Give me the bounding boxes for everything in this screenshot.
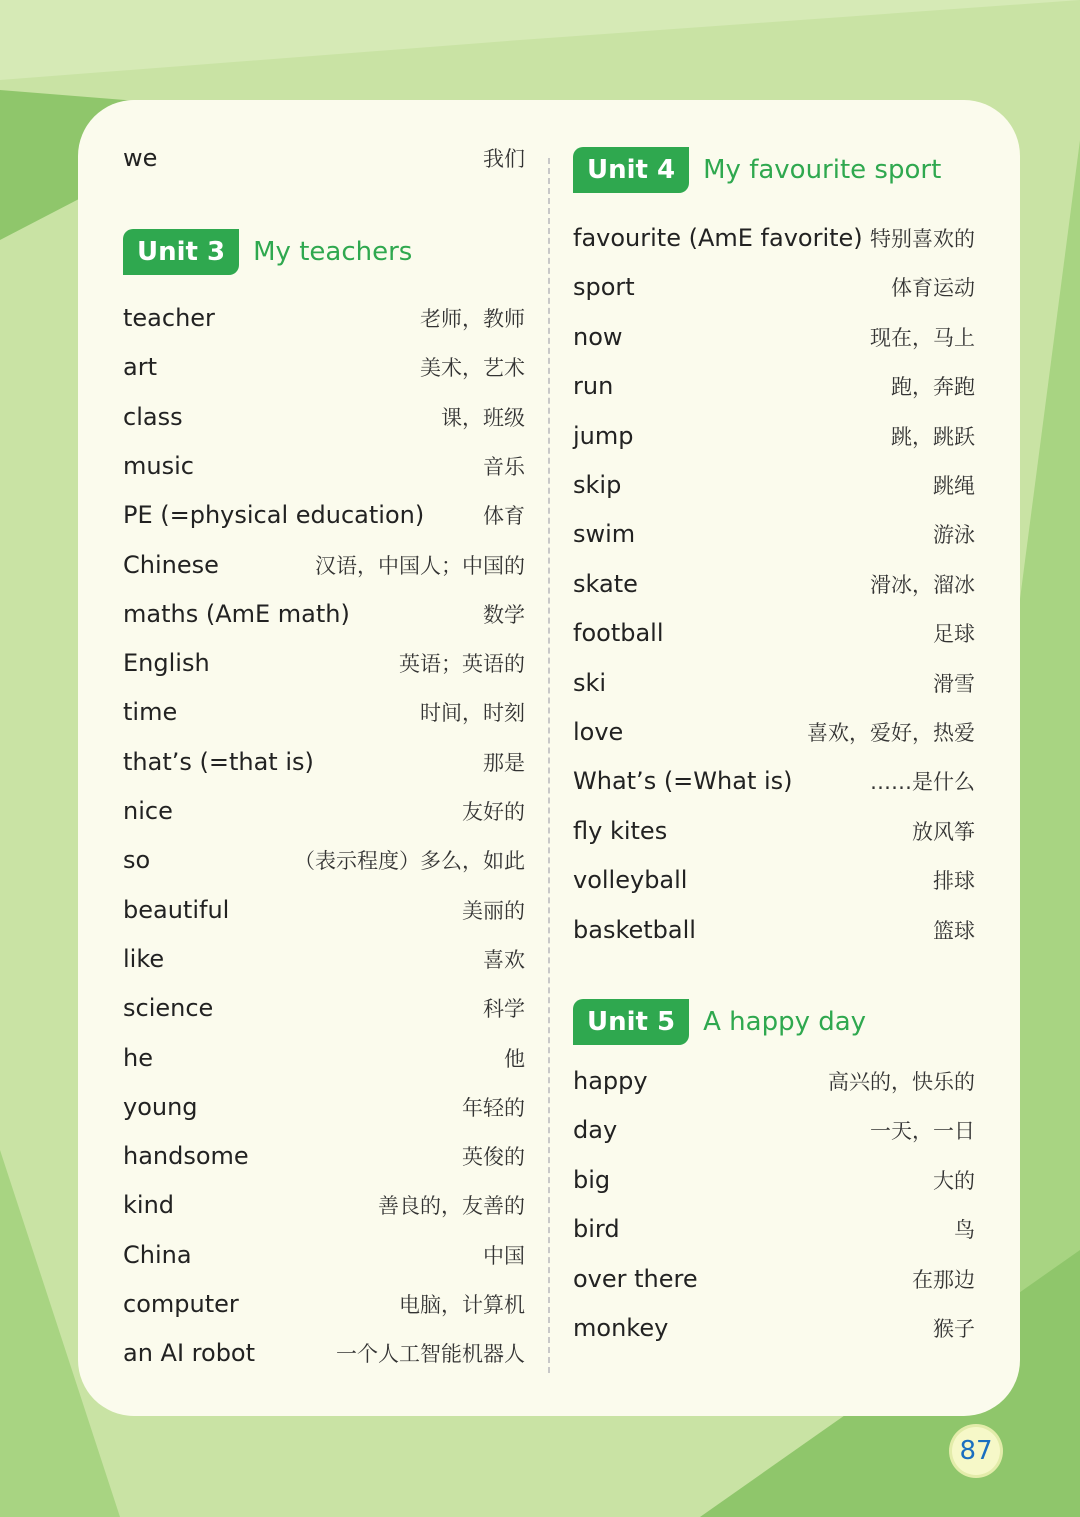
word-english: we xyxy=(123,144,158,172)
word-row xyxy=(573,860,975,900)
word-row xyxy=(573,1259,975,1299)
word-english: bird xyxy=(573,1215,620,1244)
word-english: young xyxy=(123,1092,198,1121)
word-chinese: 在那边 xyxy=(912,1267,975,1292)
word-row xyxy=(573,1209,975,1249)
unit-badge: Unit 4 xyxy=(573,147,689,193)
word-row xyxy=(123,988,525,1028)
unit-3-heading xyxy=(123,229,412,275)
word-chinese: 高兴的，快乐的 xyxy=(828,1070,975,1094)
unit-4-heading xyxy=(573,147,941,193)
word-english: happy xyxy=(573,1067,648,1095)
word-row xyxy=(123,446,525,486)
word-row xyxy=(123,1284,525,1324)
word-english: maths (AmE math) xyxy=(123,599,350,628)
word-row xyxy=(573,267,975,307)
word-english: ski xyxy=(573,668,607,697)
word-english: kind xyxy=(123,1191,175,1220)
page-number: 87 xyxy=(952,1427,1000,1475)
word-chinese: 英语；英语的 xyxy=(399,652,525,677)
word-english: big xyxy=(573,1165,611,1194)
word-chinese: 年轻的 xyxy=(462,1095,525,1120)
word-chinese: 体育 xyxy=(483,504,525,529)
word-row xyxy=(573,1308,975,1348)
word-english: art xyxy=(123,353,157,382)
word-english: English xyxy=(123,649,210,678)
word-chinese: （表示程度）多么，如此 xyxy=(294,849,525,874)
word-english: he xyxy=(123,1043,153,1072)
word-row xyxy=(123,643,525,683)
word-row xyxy=(123,791,525,831)
unit-title: A happy day xyxy=(703,1007,867,1037)
word-english: an AI robot xyxy=(123,1339,256,1368)
word-english: volleyball xyxy=(573,866,688,895)
word-row xyxy=(573,564,975,604)
word-chinese: 猴子 xyxy=(933,1317,975,1341)
word-row xyxy=(573,761,975,801)
word-english: monkey xyxy=(573,1314,669,1342)
word-chinese: 足球 xyxy=(933,622,975,647)
word-chinese: 喜欢，爱好，热爱 xyxy=(807,721,975,745)
word-chinese: 现在，马上 xyxy=(870,325,975,350)
word-english: like xyxy=(123,944,165,973)
word-row xyxy=(123,890,525,930)
word-chinese: 科学 xyxy=(483,997,525,1022)
word-row xyxy=(123,692,525,732)
word-english: computer xyxy=(123,1290,239,1318)
word-english: skate xyxy=(573,569,638,598)
word-row-we xyxy=(123,138,525,178)
word-row xyxy=(123,1038,525,1078)
word-row xyxy=(573,218,975,258)
word-row xyxy=(573,613,975,653)
word-row xyxy=(573,663,975,703)
word-row xyxy=(123,1185,525,1225)
word-chinese: 鸟 xyxy=(954,1218,975,1243)
word-chinese: 一个人工智能机器人 xyxy=(336,1342,525,1367)
unit-badge: Unit 5 xyxy=(573,999,689,1045)
word-chinese: 老师，教师 xyxy=(420,307,525,331)
word-english: that’s (=that is) xyxy=(123,747,314,776)
unit-title: My teachers xyxy=(253,237,413,267)
word-row xyxy=(573,465,975,505)
word-chinese: 课，班级 xyxy=(441,405,525,430)
word-english: PE (=physical education) xyxy=(123,501,425,530)
column-divider xyxy=(548,158,550,1373)
word-english: teacher xyxy=(123,304,215,332)
word-english: handsome xyxy=(123,1142,249,1171)
word-row xyxy=(123,397,525,437)
word-chinese: 他 xyxy=(504,1046,525,1071)
word-english: swim xyxy=(573,520,636,549)
word-chinese: 善良的，友善的 xyxy=(378,1194,525,1219)
word-row xyxy=(573,910,975,950)
word-row xyxy=(573,1110,975,1150)
word-row xyxy=(123,840,525,880)
word-row xyxy=(123,742,525,782)
word-chinese: 滑冰，溜冰 xyxy=(870,572,975,597)
word-row xyxy=(123,594,525,634)
word-chinese: 特别喜欢的 xyxy=(870,227,975,251)
word-english: music xyxy=(123,451,194,480)
word-row xyxy=(123,298,525,338)
word-row xyxy=(573,1061,975,1101)
word-row xyxy=(573,416,975,456)
word-chinese: 中国 xyxy=(483,1243,525,1268)
word-english: jump xyxy=(573,421,634,450)
word-english: What’s (=What is) xyxy=(573,767,793,796)
word-row xyxy=(123,1136,525,1176)
word-english: nice xyxy=(123,797,173,825)
unit-title: My favourite sport xyxy=(703,155,942,185)
word-chinese: ……是什么 xyxy=(870,770,975,795)
word-english: time xyxy=(123,698,178,727)
word-chinese: 跳，跳跃 xyxy=(891,424,975,449)
word-english: favourite (AmE favorite) xyxy=(573,224,863,252)
word-english: over there xyxy=(573,1264,698,1293)
word-english: day xyxy=(573,1116,618,1145)
word-english: now xyxy=(573,322,623,351)
word-english: basketball xyxy=(573,915,696,944)
word-english: sport xyxy=(573,273,635,302)
word-row xyxy=(123,939,525,979)
word-chinese: 放风筝 xyxy=(912,819,975,844)
word-chinese: 一天，一日 xyxy=(870,1119,975,1144)
word-chinese: 体育运动 xyxy=(891,276,975,301)
word-row xyxy=(123,1087,525,1127)
word-english: class xyxy=(123,402,183,431)
word-chinese: 我们 xyxy=(483,147,525,171)
word-english: China xyxy=(123,1240,192,1269)
word-english: skip xyxy=(573,471,622,499)
vocabulary-card xyxy=(78,100,1020,1416)
word-english: love xyxy=(573,718,624,746)
word-chinese: 汉语，中国人；中国的 xyxy=(315,553,525,578)
unit-badge: Unit 3 xyxy=(123,229,239,275)
word-row xyxy=(573,514,975,554)
word-row xyxy=(573,712,975,752)
unit-5-heading xyxy=(573,999,866,1045)
word-row xyxy=(123,1235,525,1275)
word-chinese: 英俊的 xyxy=(462,1145,525,1170)
word-chinese: 那是 xyxy=(483,750,525,775)
word-chinese: 排球 xyxy=(933,869,975,894)
word-english: run xyxy=(573,372,614,401)
word-english: so xyxy=(123,846,151,875)
word-chinese: 数学 xyxy=(483,602,525,627)
word-row xyxy=(573,317,975,357)
word-chinese: 喜欢 xyxy=(483,947,525,972)
word-chinese: 友好的 xyxy=(462,800,525,824)
word-chinese: 跳绳 xyxy=(933,474,975,498)
word-english: Chinese xyxy=(123,550,219,579)
word-chinese: 音乐 xyxy=(483,454,525,479)
word-chinese: 篮球 xyxy=(933,918,975,943)
word-english: football xyxy=(573,619,664,648)
word-english: fly kites xyxy=(573,816,668,845)
word-english: beautiful xyxy=(123,895,230,924)
word-english: science xyxy=(123,994,214,1023)
word-chinese: 电脑，计算机 xyxy=(399,1293,525,1317)
word-chinese: 美术，艺术 xyxy=(420,356,525,381)
word-row xyxy=(123,347,525,387)
word-row xyxy=(573,811,975,851)
word-chinese: 大的 xyxy=(933,1168,975,1193)
word-chinese: 游泳 xyxy=(933,523,975,548)
word-chinese: 滑雪 xyxy=(933,671,975,696)
word-row xyxy=(573,1160,975,1200)
word-row xyxy=(123,545,525,585)
word-chinese: 美丽的 xyxy=(462,898,525,923)
word-row xyxy=(123,1333,525,1373)
word-row xyxy=(573,366,975,406)
word-row xyxy=(123,495,525,535)
word-chinese: 时间，时刻 xyxy=(420,701,525,726)
word-chinese: 跑，奔跑 xyxy=(891,375,975,400)
